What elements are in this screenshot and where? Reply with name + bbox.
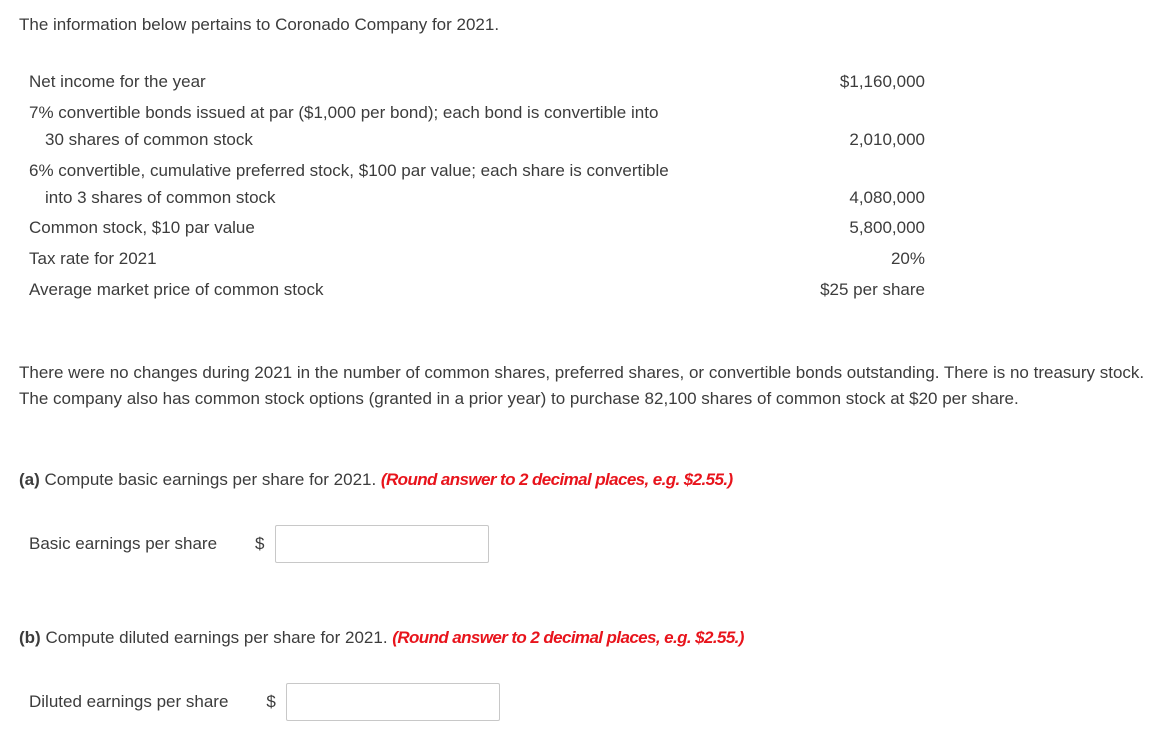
answer-row-diluted-eps <box>29 683 500 721</box>
question-a-hint: (Round answer to 2 decimal places, e.g. $2.55.) <box>380 470 733 489</box>
diluted-eps-input[interactable] <box>286 683 500 721</box>
info-row-net-income <box>29 66 925 97</box>
basic-eps-label: Basic earnings per share <box>29 534 218 553</box>
notes-paragraph: There were no changes during 2021 in the number of common shares, preferred shares, or convertible bonds outstanding. There is no treasury stock. The company also has common stock options (granted in a prior year) to purchase 82,100 shares of common stock at $20 per share. <box>19 363 1145 408</box>
info-label: Tax rate for 2021 <box>29 249 157 268</box>
question-b-tag: (b) <box>19 628 41 647</box>
intro-text: The information below pertains to Coronado Company for 2021. <box>19 15 500 34</box>
info-label: 7% convertible bonds issued at par ($1,000 per bond); each bond is convertible into <box>29 103 659 122</box>
info-label-continued: into 3 shares of common stock <box>45 188 276 207</box>
basic-eps-input[interactable] <box>275 525 489 563</box>
question-a-text: Compute basic earnings per share for 2021. <box>39 470 381 489</box>
info-label-continued: 30 shares of common stock <box>45 130 253 149</box>
info-row-preferred-stock <box>29 157 925 212</box>
question-b-hint: (Round answer to 2 decimal places, e.g. $2.55.) <box>392 628 744 647</box>
info-label: Common stock, $10 par value <box>29 218 255 237</box>
info-row-common-stock <box>29 212 925 243</box>
info-value: 2,010,000 <box>849 130 925 149</box>
info-row-tax-rate <box>29 243 925 274</box>
question-b <box>19 626 744 650</box>
question-a-tag: (a) <box>19 470 40 489</box>
info-table <box>29 66 925 305</box>
info-value: 4,080,000 <box>849 188 925 207</box>
info-value: $25 per share <box>820 280 925 299</box>
info-label: Average market price of common stock <box>29 280 324 299</box>
info-label: Net income for the year <box>29 72 206 91</box>
info-value: 20% <box>890 249 925 268</box>
info-value: $1,160,000 <box>839 72 925 91</box>
answer-row-basic-eps <box>29 525 489 563</box>
diluted-eps-label: Diluted earnings per share <box>29 692 229 711</box>
question-b-text: Compute diluted earnings per share for 2021. <box>40 628 393 647</box>
info-value: 5,800,000 <box>849 218 925 237</box>
info-row-convertible-bonds <box>29 99 925 154</box>
currency-symbol: $ <box>266 692 276 711</box>
info-label: 6% convertible, cumulative preferred stock, $100 par value; each share is convertible <box>29 161 669 180</box>
info-row-market-price <box>29 274 925 305</box>
question-a <box>19 468 733 492</box>
currency-symbol: $ <box>255 534 265 553</box>
